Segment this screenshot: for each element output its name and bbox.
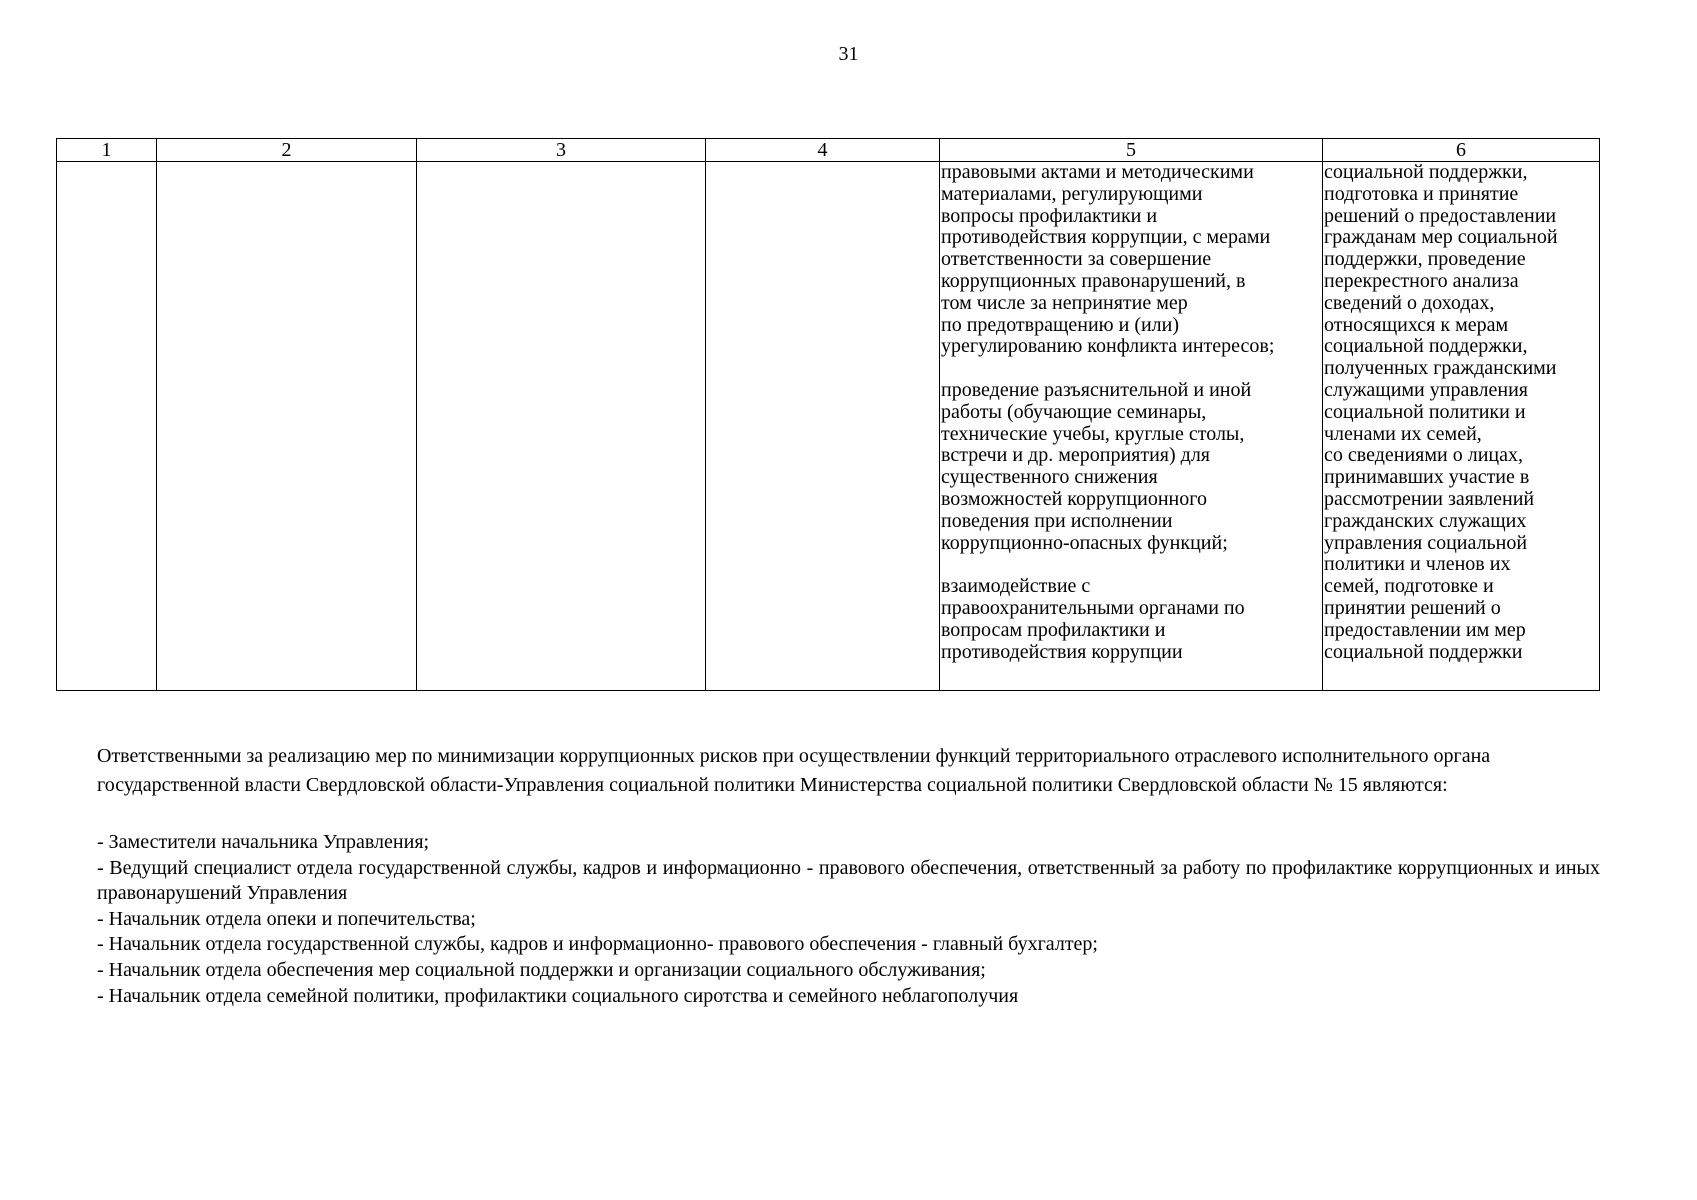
column-header-3: 3 [417,139,706,162]
column-header-2: 2 [157,139,417,162]
responsible-list [97,830,1600,1009]
table-cell-col5 [940,162,1323,691]
list-item: - Начальник отдела опеки и попечительства; [97,907,476,930]
table-cell-col4 [706,162,940,691]
column-header-4: 4 [706,139,940,162]
functions-text: социальной поддержки, подготовка и принятие решений о предоставлении гражданам мер социальной поддержки, проведение перекрестного анализа сведений о доходах, относящихся к мерам социальной поддержки, полученных гражданскими служащими управления социальной политики и членами их семей, со сведениями о лицах, принимавших участие в рассмотрении заявлений гражданских служащих управления социальной политики и членов их семей, подготовке и принятии решений о предоставлении им мер социальной поддержки [1324,161,1558,663]
measures-table [56,138,1600,691]
list-item: - Начальник отдела государственной службы, кадров и информационно- правового обеспечения - главный бухгалтер; [97,933,1098,956]
list-item: - Ведущий специалист отдела государственной службы, кадров и информационно - правового обеспечения, ответственный за работу по профилактике коррупционных и иных правонарушений Управления [97,856,1600,905]
list-item: - Заместители начальника Управления; [97,831,430,853]
list-item: - Начальник отдела обеспечения мер социальной поддержки и организации социального обслуживания; [97,958,986,981]
table-cell-col2 [157,162,417,691]
page-number: 31 [838,43,859,65]
table-header-row [57,139,1600,162]
column-header-5: 5 [940,139,1323,162]
measures-text: правовыми актами и методическими материалами, регулирующими вопросы профилактики и противодействия коррупции, с мерами ответственности за совершение коррупционных правонарушений, в том числе за непринятие мер по предотвращению и (или) урегулированию конфликта интересов; проведение разъяснительной и иной работы (обучающие семинары, технические учебы, круглые столы, встречи и др. мероприятия) для существенного снижения возможностей коррупционного поведения при исполнении коррупционно-опасных функций; взаимодействие с правоохранительными органами по вопросам профилактики и противодействия коррупции [941,161,1275,663]
table-cell-col6 [1323,162,1600,691]
column-header-6: 6 [1323,139,1600,162]
list-item: - Начальник отдела семейной политики, профилактики социального сиротства и семейного неблагополучия [97,984,1019,1007]
responsible-section [97,742,1600,1009]
column-header-1: 1 [57,139,157,162]
table-cell-col1 [57,162,157,691]
intro-paragraph: Ответственными за реализацию мер по минимизации коррупционных рисков при осуществлении функций территориального отраслевого исполнительного органа государственной власти Свердловской области-Управления социальной политики Министерства социальной политики Свердловской области № 15 являются: [97,745,1491,796]
table-cell-col3 [417,162,706,691]
table-row [57,162,1600,691]
